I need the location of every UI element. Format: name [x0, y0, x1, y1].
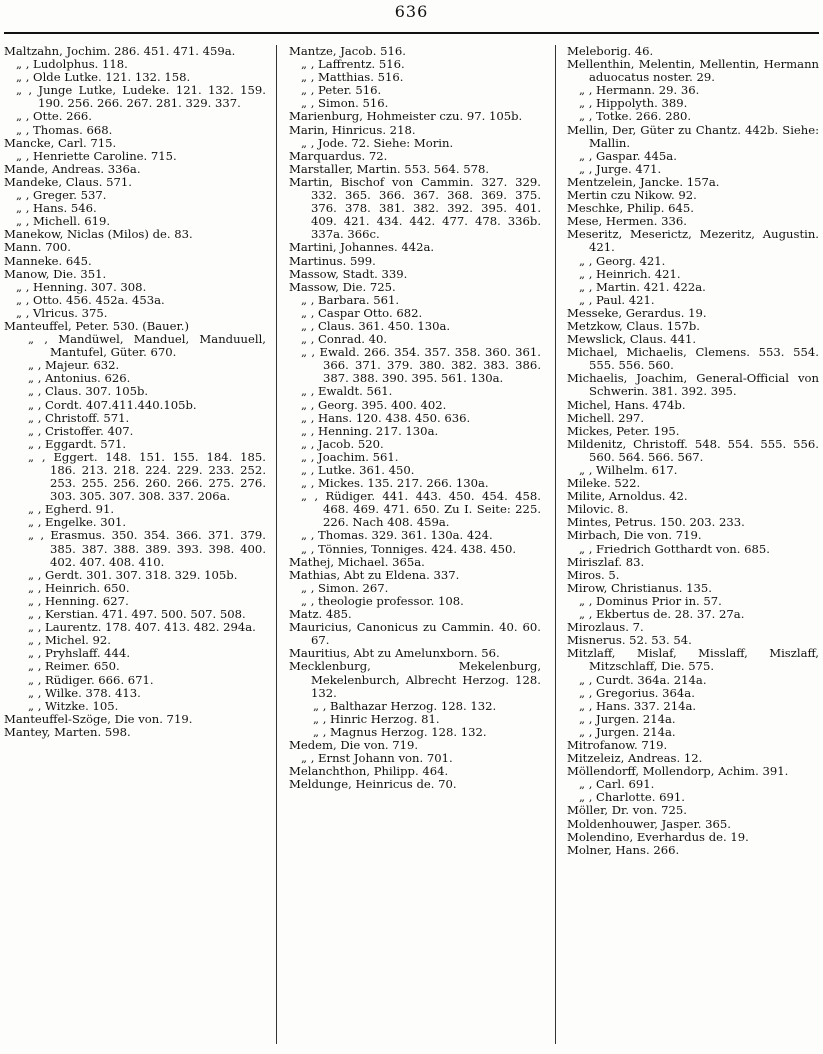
index-entry: Moldenhouwer, Jasper. 365.	[567, 816, 731, 831]
index-entry: Mirozlaus. 7.	[567, 620, 644, 635]
page-number: 636	[394, 2, 429, 21]
index-entry: „ , Joachim. 561.	[301, 449, 399, 464]
index-entry: „ , Hans. 546.	[16, 201, 97, 216]
index-entry: „ , Hans. 337. 214a.	[579, 698, 697, 713]
index-entry: „ , Henning. 307. 308.	[16, 279, 147, 294]
index-entry: „ , Otto. 456. 452a. 453a.	[16, 292, 165, 307]
index-entry: „ , Wilhelm. 617.	[579, 463, 678, 477]
index-entry: Mitrofanow. 719.	[567, 737, 668, 752]
index-entry: „ , Caspar Otto. 682.	[301, 305, 423, 320]
index-entry: „ , Cordt. 407.411.440.105b.	[28, 397, 197, 412]
index-entry: Melanchthon, Philipp. 464.	[289, 764, 449, 779]
index-entry: „ , Thomas. 329. 361. 130a. 424.	[301, 528, 493, 543]
index-entry: „ , Paul. 421.	[579, 292, 655, 307]
index-entry: „ , Olde Lutke. 121. 132. 158.	[16, 70, 191, 85]
index-entry: „ , Michell. 619.	[16, 214, 111, 229]
index-entry: Medem, Die von. 719.	[289, 737, 419, 752]
header-rule	[4, 32, 819, 34]
index-entry: „ , Hans. 120. 438. 450. 636.	[301, 410, 471, 425]
index-entry: „ , Laurentz. 178. 407. 413. 482. 294a.	[28, 620, 256, 635]
index-entry: „ , Gaspar. 445a.	[579, 148, 677, 163]
index-entry: Mellenthin, Melentin, Mellentin, Hermann aduocatus noster. 29.	[567, 57, 819, 85]
index-entry: „ , Matthias. 516.	[301, 70, 404, 85]
index-entry: „ , Heinrich. 421.	[579, 266, 681, 281]
index-entry: „ , Magnus Herzog. 128. 132.	[313, 724, 487, 739]
index-entry: „ , Ewaldt. 561.	[301, 384, 393, 399]
index-entry: „ , Jode. 72. Siehe: Morin.	[301, 135, 454, 150]
index-entry: Mentzelein, Jancke. 157a.	[567, 174, 720, 189]
index-entry: Mese, Hermen. 336.	[567, 214, 687, 229]
index-entry: Martini, Johannes. 442a.	[289, 240, 435, 255]
index-entry: Marin, Hinricus. 218.	[289, 122, 416, 137]
index-entry: Mildenitz, Christoff. 548. 554. 555. 556. 560. 564. 566. 567.	[567, 436, 819, 464]
index-entry: „ , Georg. 421.	[579, 253, 666, 268]
index-entry: „ , Barbara. 561.	[301, 292, 400, 307]
index-entry: „ , Martin. 421. 422a.	[579, 279, 706, 294]
index-entry: „ , theologie professor. 108.	[301, 593, 464, 608]
index-entry: Mileke. 522.	[567, 476, 641, 491]
index-entry: Manneke. 645.	[4, 253, 92, 268]
index-entry: Michel, Hans. 474b.	[567, 397, 686, 412]
index-entry: „ , Curdt. 364a. 214a.	[579, 672, 707, 687]
index-entry: „ , Gerdt. 301. 307. 318. 329. 105b.	[28, 567, 238, 582]
index-entry: „ , Henning. 627.	[28, 593, 129, 608]
index-entry: Mitzlaff, Mislaf, Misslaff, Miszlaff, Mitzschlaff, Die. 575.	[567, 646, 819, 674]
index-entry: „ , Claus. 361. 450. 130a.	[301, 318, 451, 333]
index-entry: „ , Claus. 307. 105b.	[28, 384, 149, 399]
index-entry: Messeke, Gerardus. 19.	[567, 305, 707, 320]
index-entry: Molendino, Everhardus de. 19.	[567, 829, 749, 844]
index-entry: Mirow, Christianus. 135.	[567, 580, 712, 595]
index-entry: Marstaller, Martin. 553. 564. 578.	[289, 161, 490, 176]
index-entry: Mathias, Abt zu Eldena. 337.	[289, 567, 460, 582]
index-entry: Mickes, Peter. 195.	[567, 423, 680, 438]
index-entry: Mantey, Marten. 598.	[4, 724, 131, 739]
index-entry: Marienburg, Hohmeister czu. 97. 105b.	[289, 109, 523, 124]
index-entry: „ , Carl. 691.	[579, 777, 655, 792]
index-entry: „ , Henriette Caroline. 715.	[16, 148, 177, 163]
index-entry: „ , Engelke. 301.	[28, 515, 127, 530]
index-entry: Matz. 485.	[289, 607, 352, 622]
index-entry: „ , Tönnies, Tonniges. 424. 438. 450.	[301, 541, 517, 556]
index-entry: „ , Georg. 395. 400. 402.	[301, 397, 447, 412]
index-entry: „ , Antonius. 626.	[28, 371, 131, 386]
index-entry: „ , Vlricus. 375.	[16, 305, 108, 320]
index-entry: Möller, Dr. von. 725.	[567, 803, 687, 818]
index-entry: Manteuffel, Peter. 530. (Bauer.)	[4, 318, 189, 333]
index-entry: Mitzeleiz, Andreas. 12.	[567, 751, 703, 766]
index-entry: Michaelis, Joachim, General-Official von Schwerin. 381. 392. 395.	[567, 371, 819, 399]
index-entry: Milite, Arnoldus. 42.	[567, 489, 688, 504]
index-column-3	[567, 45, 819, 1050]
index-entry: „ , Egherd. 91.	[28, 502, 115, 517]
index-entry: Molner, Hans. 266.	[567, 842, 680, 857]
index-entry: „ , Peter. 516.	[301, 83, 382, 98]
index-entry: „ , Gregorius. 364a.	[579, 685, 695, 700]
index-entry: „ , Ludolphus. 118.	[16, 57, 128, 72]
index-entry: Manekow, Niclas (Milos) de. 83.	[4, 227, 193, 242]
column-divider	[555, 45, 556, 1044]
index-entry: „ , Jacob. 520.	[301, 436, 384, 451]
index-entry: „ , Kerstian. 471. 497. 500. 507. 508.	[28, 607, 246, 622]
index-entry: „ , Cristoffer. 407.	[28, 423, 134, 438]
index-entry: „ , Michel. 92.	[28, 633, 111, 648]
index-entry: Mewslick, Claus. 441.	[567, 332, 697, 347]
index-entry: Misnerus. 52. 53. 54.	[567, 633, 692, 648]
index-entry: „ , Mickes. 135. 217. 266. 130a.	[301, 476, 489, 491]
index-entry: „ , Witzke. 105.	[28, 698, 119, 713]
index-entry: „ , Simon. 267.	[301, 580, 389, 595]
index-entry: „ , Balthazar Herzog. 128. 132.	[313, 698, 497, 713]
index-entry: Marquardus. 72.	[289, 148, 388, 163]
index-entry: „ , Pryhslaff. 444.	[28, 646, 130, 661]
index-entry: Metzkow, Claus. 157b.	[567, 318, 700, 333]
index-entry: „ , Hippolyth. 389.	[579, 96, 688, 111]
index-entry: „ , Jurgen. 214a.	[579, 711, 676, 726]
index-entry: „ , Junge Lutke, Ludeke. 121. 132. 159. 190. 256. 266. 267. 281. 329. 337.	[16, 83, 266, 111]
index-entry: Manteuffel-Szöge, Die von. 719.	[4, 711, 193, 726]
index-entry: Meschke, Philip. 645.	[567, 201, 694, 216]
index-entry: Martin, Bischof von Cammin. 327. 329. 332. 365. 366. 367. 368. 369. 375. 376. 378. 381. 382. 392. 395. 401. 409. 421. 434. 442. 477. 478. 336b. 337a. 366c.	[289, 174, 541, 242]
index-entry: Massow, Stadt. 339.	[289, 266, 408, 281]
index-entry: „ , Conrad. 40.	[301, 332, 388, 347]
index-entry: „ , Totke. 266. 280.	[579, 109, 692, 124]
index-entry: „ , Jurge. 471.	[579, 161, 662, 176]
index-entry: „ , Heinrich. 650.	[28, 580, 130, 595]
index-entry: „ , Jurgen. 214a.	[579, 724, 676, 739]
index-entry: „ , Rüdiger. 666. 671.	[28, 672, 154, 687]
index-entry: Mellin, Der, Güter zu Chantz. 442b. Siehe: Mallin.	[567, 122, 819, 150]
index-entry: Mancke, Carl. 715.	[4, 135, 117, 150]
index-column-1	[4, 45, 266, 1050]
index-entry: Meleborig. 46.	[567, 45, 654, 58]
index-column-2	[289, 45, 541, 1050]
index-entry: „ , Ewald. 266. 354. 357. 358. 360. 361. 366. 371. 379. 380. 382. 383. 386. 387. 388. 390. 395. 561. 130a.	[301, 345, 541, 386]
index-entry: Mauricius, Canonicus zu Cammin. 40. 60. 67.	[289, 620, 541, 648]
index-entry: „ , Thomas. 668.	[16, 122, 113, 137]
index-entry: Mauritius, Abt zu Amelunxborn. 56.	[289, 646, 500, 661]
index-entry: „ , Lutke. 361. 450.	[301, 463, 415, 477]
index-entry: „ , Hermann. 29. 36.	[579, 83, 700, 98]
index-entry: Mirbach, Die von. 719.	[567, 528, 702, 543]
index-entry: „ , Reimer. 650.	[28, 659, 120, 674]
index-entry: „ , Dominus Prior in. 57.	[579, 593, 722, 608]
index-entry: Michael, Michaelis, Clemens. 553. 554. 555. 556. 560.	[567, 345, 819, 373]
index-entry: Milovic. 8.	[567, 502, 629, 517]
index-entry: Massow, Die. 725.	[289, 279, 396, 294]
index-entry: „ , Charlotte. 691.	[579, 790, 685, 805]
index-entry: Miros. 5.	[567, 567, 620, 582]
index-entry: „ , Ekbertus de. 28. 37. 27a.	[579, 607, 745, 622]
index-entry: Michell. 297.	[567, 410, 645, 425]
index-entry: „ , Erasmus. 350. 354. 366. 371. 379. 385. 387. 388. 389. 393. 398. 400. 402. 407. 408. 410.	[28, 528, 266, 569]
index-entry: Mann. 700.	[4, 240, 71, 255]
index-entry: „ , Eggert. 148. 151. 155. 184. 185. 186. 213. 218. 224. 229. 233. 252. 253. 255. 256. 260. 266. 275. 276. 303. 305. 307. 308. 337. 206a.	[28, 449, 266, 504]
index-entry: „ , Christoff. 571.	[28, 410, 130, 425]
index-entry: „ , Ernst Johann von. 701.	[301, 751, 453, 766]
index-entry: „ , Henning. 217. 130a.	[301, 423, 439, 438]
index-entry: „ , Eggardt. 571.	[28, 436, 127, 451]
index-entry: Meseritz, Meserictz, Mezeritz, Augustin. 421.	[567, 227, 819, 255]
index-entry: „ , Mandüwel, Manduel, Manduuell, Mantufel, Güter. 670.	[28, 332, 266, 360]
index-entry: „ , Friedrich Gotthardt von. 685.	[579, 541, 770, 556]
index-entry: „ , Rüdiger. 441. 443. 450. 454. 458. 468. 469. 471. 650. Zu I. Seite: 225. 226. Nach 408. 459a.	[301, 489, 541, 530]
index-entry: Mandeke, Claus. 571.	[4, 174, 132, 189]
index-entry: Maltzahn, Jochim. 286. 451. 471. 459a.	[4, 45, 236, 58]
index-entry: Miriszlaf. 83.	[567, 554, 645, 569]
index-entry: Mecklenburg, Mekelenburg, Mekelenburch, Albrecht Herzog. 128. 132.	[289, 659, 541, 700]
index-entry: Möllendorff, Mollendorp, Achim. 391.	[567, 764, 789, 779]
index-entry: „ , Hinric Herzog. 81.	[313, 711, 440, 726]
index-entry: „ , Wilke. 378. 413.	[28, 685, 141, 700]
index-entry: Martinus. 599.	[289, 253, 376, 268]
index-entry: Mertin czu Nikow. 92.	[567, 188, 697, 203]
index-entry: Meldunge, Heinricus de. 70.	[289, 777, 457, 792]
column-divider	[276, 45, 277, 1044]
index-entry: „ , Laffrentz. 516.	[301, 57, 405, 72]
index-entry: Mantze, Jacob. 516.	[289, 45, 406, 58]
index-entry: Mintes, Petrus. 150. 203. 233.	[567, 515, 745, 530]
index-entry: „ , Greger. 537.	[16, 188, 107, 203]
index-entry: Mande, Andreas. 336a.	[4, 161, 141, 176]
index-entry: „ , Majeur. 632.	[28, 358, 120, 373]
index-entry: „ , Simon. 516.	[301, 96, 389, 111]
index-entry: „ , Otte. 266.	[16, 109, 92, 124]
index-entry: Mathej, Michael. 365a.	[289, 554, 425, 569]
index-entry: Manow, Die. 351.	[4, 266, 107, 281]
